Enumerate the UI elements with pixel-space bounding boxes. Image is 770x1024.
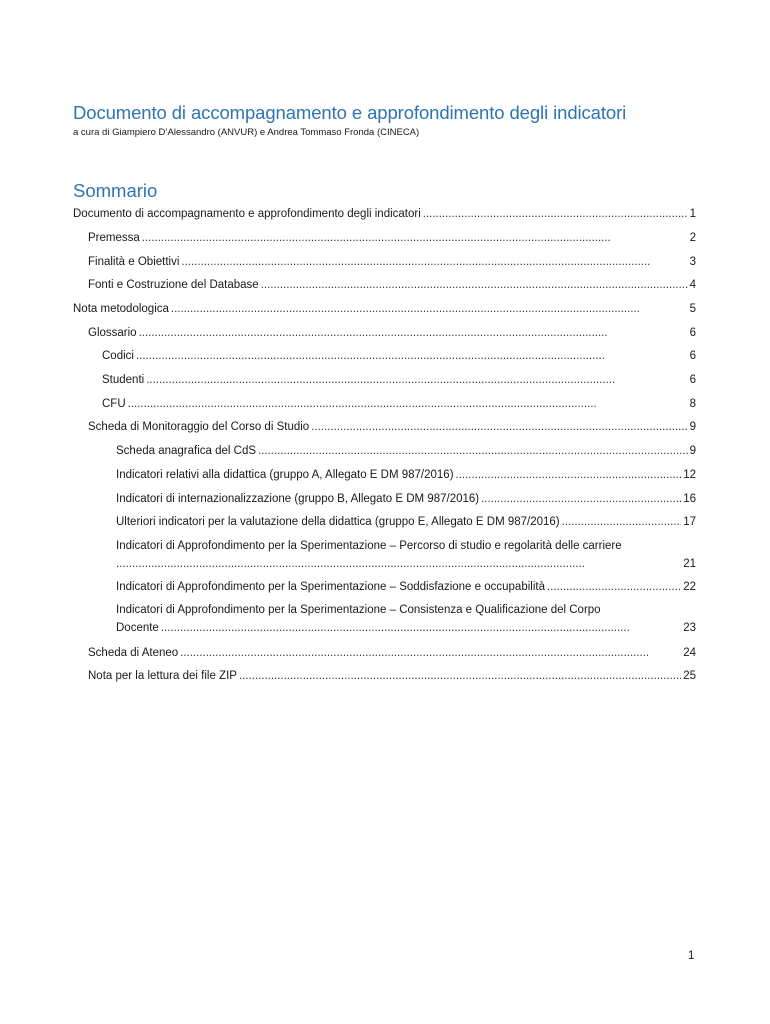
toc-entry-text: CFU [102,398,126,410]
toc-leader [161,619,681,637]
toc-entry[interactable] [102,395,696,413]
toc-entry[interactable] [116,513,696,531]
toc-entry[interactable] [73,300,696,318]
toc-entry-text: Premessa [88,232,140,244]
toc-leader [239,667,681,685]
toc-entry-page: 2 [689,232,696,244]
toc-entry-page: 22 [683,581,696,593]
toc-entry-text: Nota per la lettura dei file ZIP [88,670,237,682]
toc-heading: Sommario [73,180,158,201]
toc-entry[interactable] [73,205,696,223]
toc-entry-text: Finalità e Obiettivi [88,256,180,268]
toc-entry-page: 6 [689,327,696,339]
toc-entry-page: 8 [689,398,696,410]
toc-entry-text: Documento di accompagnamento e approfondimento degli indicatori [73,208,421,220]
toc-entry[interactable] [88,324,696,342]
toc-leader [456,466,682,484]
toc-leader [180,644,681,662]
toc-entry-page: 6 [689,350,696,362]
toc-leader [423,205,688,223]
toc-entry[interactable] [116,537,696,573]
toc-entry-text: Indicatori di internazionalizzazione (gruppo B, Allegato E DM 987/2016) [116,493,480,505]
toc-entry-text: Studenti [102,374,145,386]
toc-entry[interactable] [88,229,696,247]
toc-leader [136,347,688,365]
toc-leader [139,324,688,342]
toc-leader [562,513,682,531]
toc-leader [171,300,688,318]
toc-entry[interactable] [102,371,696,389]
toc-entry[interactable] [88,418,696,436]
toc-leader [146,371,687,389]
toc-entry[interactable] [116,466,696,484]
toc-leader [142,229,688,247]
toc-leader [481,490,681,508]
document-authors: a cura di Giampiero D’Alessandro (ANVUR) e Andrea Tommaso Fronda (CINECA) [73,127,420,138]
toc-entry[interactable] [102,347,696,365]
toc-entry-page: 23 [683,622,696,634]
toc-leader [547,578,681,596]
toc-entry-text: Fonti e Costruzione del Database [88,279,259,291]
toc-entry-text: Ulteriori indicatori per la valutazione della didattica (gruppo E, Allegato E DM 987/2016) [116,516,560,528]
toc-entry[interactable] [116,578,696,596]
toc-entry-text: Indicatori di Approfondimento per la Sperimentazione – Soddisfazione e occupabilità [116,581,545,593]
toc-entry-text-continued: Docente [116,622,159,634]
toc-entry-text: Nota metodologica [73,303,169,315]
toc-entry-page: 25 [683,670,696,682]
toc-entry-text: Indicatori relativi alla didattica (gruppo A, Allegato E DM 987/2016) [116,469,454,481]
toc-entry-page: 24 [683,647,696,659]
toc-entry-page: 16 [683,493,696,505]
toc-entry-text: Scheda anagrafica del CdS [116,445,257,457]
toc-entry[interactable] [116,601,696,637]
toc-entry-page: 3 [689,256,696,268]
toc-entry[interactable] [88,276,696,294]
toc-entry-text: Scheda di Monitoraggio del Corso di Studio [88,421,310,433]
toc-leader [311,418,687,436]
toc-leader [181,253,687,271]
toc-leader [128,395,688,413]
toc-entry-page: 9 [689,421,696,433]
toc-leader [261,276,688,294]
toc-entry[interactable] [116,490,696,508]
document-title: Documento di accompagnamento e approfondimento degli indicatori [73,102,627,123]
toc-entry-text: Glossario [88,327,137,339]
toc-entry-text: Scheda di Ateneo [88,647,179,659]
toc-entry-page: 21 [683,558,696,570]
toc-entry-page: 6 [689,374,696,386]
toc-entry[interactable] [116,442,696,460]
toc-entry-page: 12 [683,469,696,481]
toc-entry-text: Indicatori di Approfondimento per la Sperimentazione – Percorso di studio e regolarità delle carriere [116,540,622,552]
toc-entry-page: 5 [689,303,696,315]
toc-leader [116,555,681,573]
toc-entry[interactable] [88,253,696,271]
toc-entry-text: Codici [102,350,134,362]
toc-entry-page: 9 [689,445,696,457]
toc-leader [258,442,688,460]
toc-entry-page: 1 [689,208,696,220]
toc-entry-page: 17 [683,516,696,528]
toc-entry[interactable] [88,667,696,685]
page-number: 1 [688,950,695,962]
toc-entry-text: Indicatori di Approfondimento per la Sperimentazione – Consistenza e Qualificazione del Corpo [116,604,601,616]
toc-entry[interactable] [88,644,696,662]
toc-entry-page: 4 [689,279,696,291]
